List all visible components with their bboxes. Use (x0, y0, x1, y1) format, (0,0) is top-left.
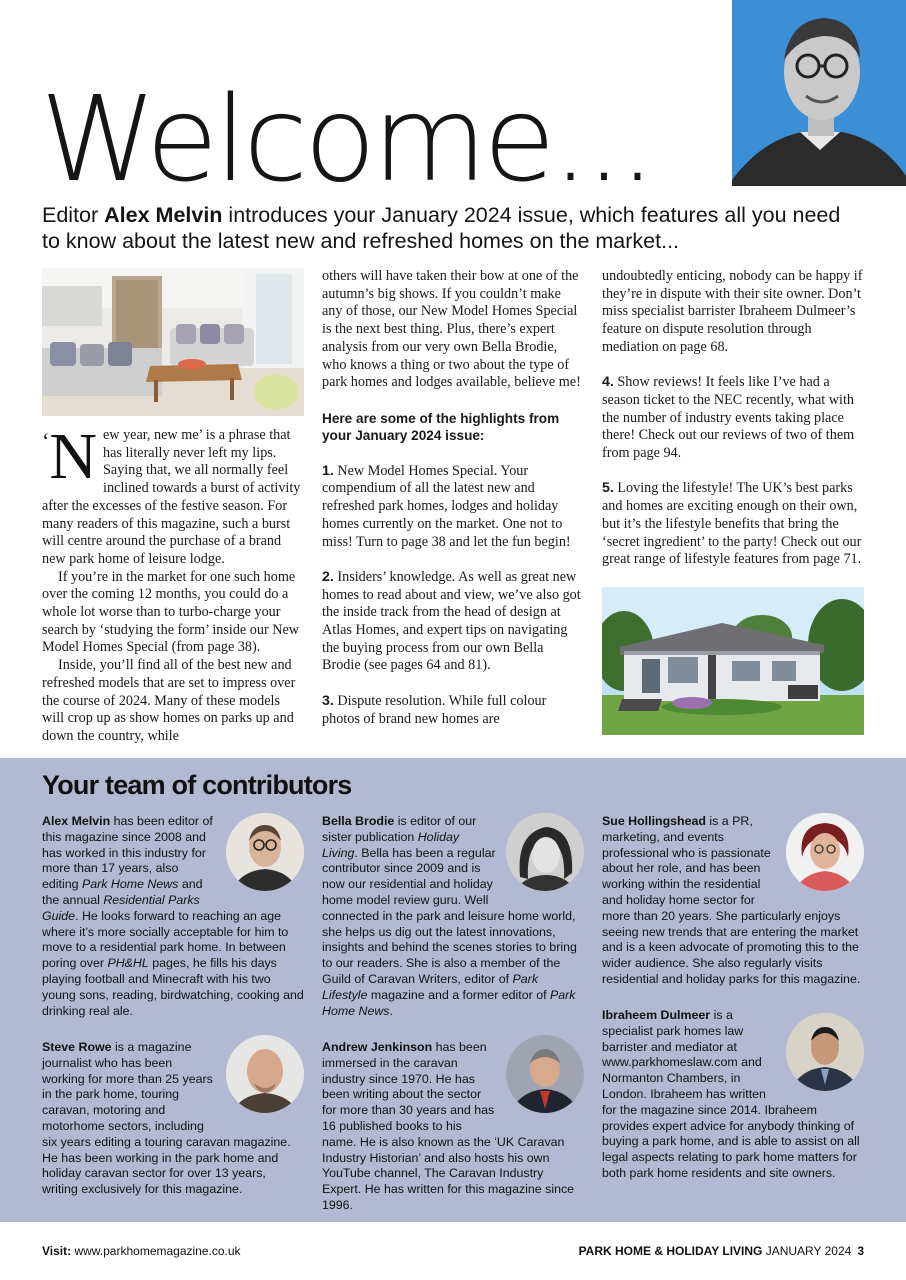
article-paragraph: ‘N ew year, new me’ is a phrase that has literally never left my lips. Saying that, we all normally feel inclined towards a burst of activity after the excesses of the festive season. For many readers of this magazine, such a burst will centre around the purchase of a brand new park home of leisure lodge. (42, 420, 301, 567)
lounge-photo (42, 268, 304, 416)
park-home-photo (602, 587, 864, 735)
contributor-bio-bella-brodie: Bella Brodie is editor of our sister publication Holiday Living. Bella has been a regular contributor since 2009 and is now our residential and holiday home model review guru. Well connected in the park and leisure home world, she helps us dig out the latest innovations, insights and behind the scenes stories to bring to our readers. She is also a member of the Guild of Caravan Writers, editor of Park Lifestyle magazine and a former editor of Park Home News. (322, 814, 584, 1019)
editor-name: Alex Melvin (104, 203, 223, 227)
contributor-bio-andrew-jenkinson: Andrew Jenkinson has been immersed in the caravan industry since 1970. He has been writing about the sector for more than 30 years and has 16 published books to his name. He is also known as the ‘UK Caravan Industry Historian’ and also hosts his own YouTube channel, The Caravan Industry Expert. He has written for this magazine since 1996. (322, 1040, 584, 1214)
avatar-steve-rowe (226, 1035, 304, 1113)
footer-folio: PARK HOME & HOLIDAY LIVING JANUARY 2024 3 (578, 1244, 864, 1258)
highlight-item: 4. Show reviews! It feels like I’ve had a season ticket to the NEC recently, what with the number of industry events taking place there! Check out our reviews of two of them from page 94. (602, 374, 855, 462)
article-paragraph: undoubtedly enticing, nobody can be happy if they’re in dispute with their site owner. Don’t miss specialist barrister Ibraheem Dulmeer’s feature on dispute resolution through mediation on page 68. (602, 268, 863, 355)
highlight-item: 2. Insiders’ knowledge. As well as great new homes to read about and view, we’ve also got the inside track from the head of design at Atlas Homes, and expert tips on navigating the buying process from our own Bella Brodie (see pages 64 and 81). (322, 568, 581, 674)
avatar-alex-melvin (226, 813, 304, 891)
highlights-heading: Here are some of the highlights from your January 2024 issue: (322, 410, 560, 444)
article-paragraph: others will have taken their bow at one of the autumn’s big shows. If you couldn’t make any of those, our New Model Homes Special is the next best thing. Plus, there’s expert analysis from our very own Bella Brodie, who knows a thing or two about the type of park homes and lodges available, believe me! (322, 268, 581, 391)
article-paragraph: Inside, you’ll find all of the best new and refreshed models that are set to impress over the course of 2024. Many of these models will crop up as show homes on parks up and down the country, while (42, 657, 296, 744)
editor-photo (732, 0, 906, 186)
page-title: Welcome... (40, 70, 653, 208)
highlight-item: 5. Loving the lifestyle! The UK’s best parks and homes are exciting enough on their own, but it’s the lifestyle benefits that bring the ‘secret ingredient’ to the party! Check out our great range of lifestyle features from page 71. (602, 480, 862, 568)
contributor-bio-alex-melvin: Alex Melvin has been editor of this magazine since 2008 and has worked in this industry for more than 17 years, also editing Park Home News and the annual Residential Parks Guide. He looks forward to reaching an age where it’s more socially acceptable for him to move to a residential park home. In between poring over PH&HL pages, he fills his days playing football and Minecraft with his two young sons, reading, birdwatching, cooking and drinking real ale. (42, 814, 304, 1018)
highlight-item: 3. Dispute resolution. While full colour photos of brand new homes are (322, 692, 547, 727)
avatar-ibraheem-dulmeer (786, 1013, 864, 1091)
avatar-bella-brodie (506, 813, 584, 891)
avatar-andrew-jenkinson (506, 1035, 584, 1113)
article-column-2 (322, 268, 584, 728)
page-number: 3 (857, 1244, 864, 1258)
highlight-item: 1. New Model Homes Special. Your compendium of all the latest new and refreshed park homes, lodges and holiday homes currently on the market. One not to miss! Turn to page 38 and let the fun begin! (322, 462, 571, 550)
article-paragraph: If you’re in the market for one such home over the coming 12 months, you could do a whole lot worse than to turbo-charge your search by ‘studying the form’ inside our New Model Homes Special (from page 38). (42, 568, 300, 656)
contributors-title: Your team of contributors (42, 770, 352, 800)
article-column-1 (42, 420, 304, 746)
contributor-bio-ibraheem-dulmeer: Ibraheem Dulmeer is a specialist park homes law barrister and mediator at www.parkhomeslaw.com and Normanton Chambers, in London. Ibraheem has written for the magazine since 2014. Ibraheem provides expert advice for anybody thinking of buying a park home, and is able to assist on all legal aspects relating to park home matters for both park home residents and site owners. (602, 1008, 864, 1182)
article-column-3 (602, 268, 864, 569)
website-link[interactable]: www.parkhomemagazine.co.uk (71, 1244, 241, 1258)
footer-website: Visit: www.parkhomemagazine.co.uk (42, 1244, 241, 1258)
standfirst: Editor Alex Melvin introduces your January 2024 issue, which features all you need to know about the latest new and refreshed homes on the market... (42, 203, 841, 253)
avatar-sue-hollingshead (786, 813, 864, 891)
drop-cap: ‘N (42, 420, 97, 493)
contributor-bio-steve-rowe: Steve Rowe is a magazine journalist who has been working for more than 25 years in the park home, touring caravan, motoring and motorhome sectors, including six years editing a touring caravan magazine. He has been working in the park home and holiday caravan sector for over 13 years, writing exclusively for this magazine. (42, 1040, 304, 1198)
contributor-bio-sue-hollingshead: Sue Hollingshead is a PR, marketing, and events professional who is passionate about her role, and has been working within the residential and holiday home sector for more than 20 years. She particularly enjoys seeing new trends that are entering the market and is a keen advocate of promoting this to the wider audience. She also regularly visits residential and holiday parks for this magazine. (602, 814, 864, 988)
